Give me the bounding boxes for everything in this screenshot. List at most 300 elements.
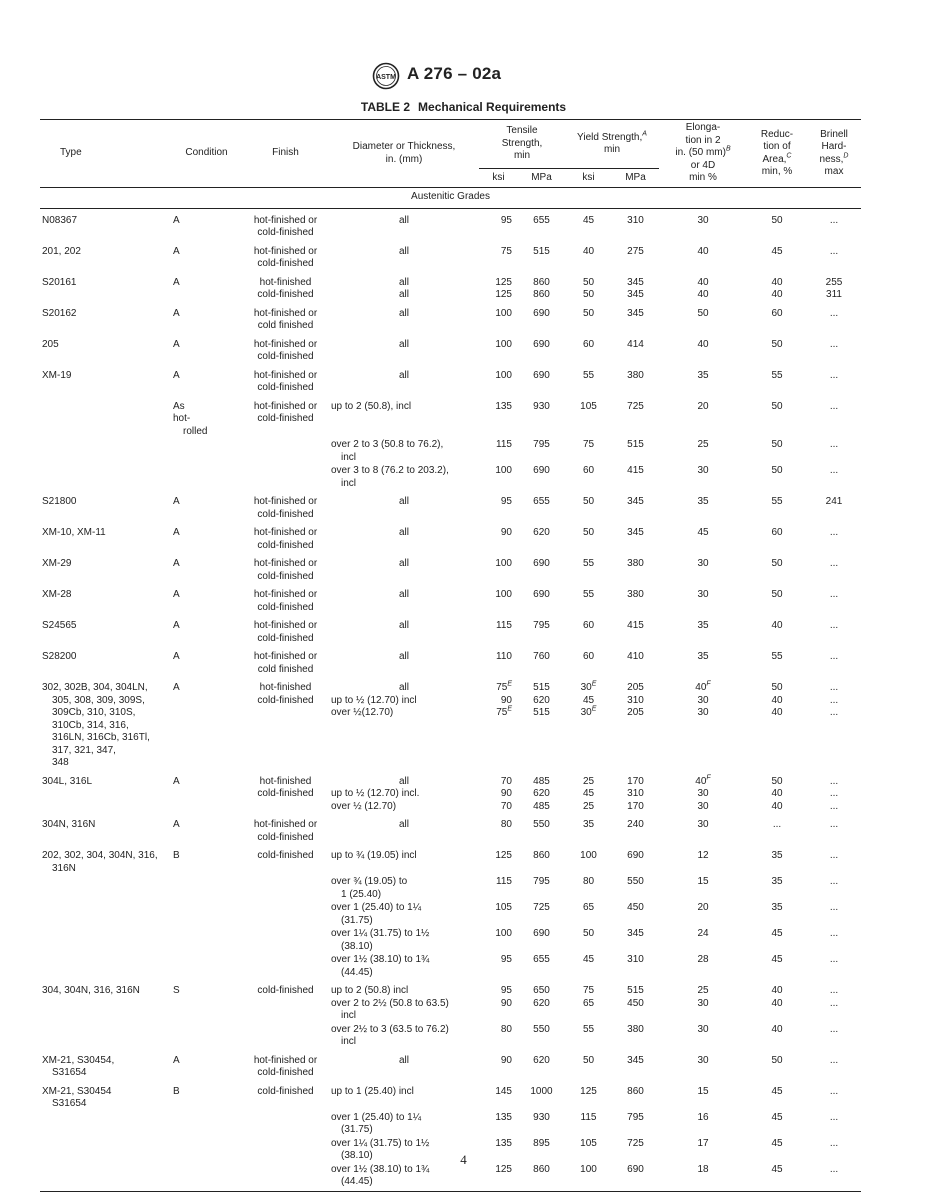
cell-brinell-value: ... [829,620,839,631]
cell-finish-line [244,308,327,321]
cell-diameter-line [331,620,477,633]
cell-tensile-mpa-value: 550 [533,1023,550,1035]
cell-reduction-line [749,1024,805,1037]
cell-reduction-value: 40 [771,707,783,718]
cell-tensile-ksi-line [481,589,512,602]
cell-yield-ksi [565,813,612,844]
cell-condition-value: A [173,307,180,319]
cell-diameter-line [331,695,477,708]
cell-yield-mpa-line [614,776,657,789]
cell-type [40,583,171,614]
cell-tensile-mpa-line [520,527,563,540]
cell-elongation-value: 40 [695,682,707,693]
cell-diameter [329,490,479,521]
col-header-condition: Condition [171,120,242,188]
cell-yield-ksi [565,875,612,901]
cell-reduction [747,333,807,364]
cell-yield-ksi [565,1080,612,1111]
cell-finish [242,583,329,614]
cell-elongation [659,979,747,1023]
cell-finish-line [244,602,327,615]
cell-tensile-ksi-value: 100 [495,589,512,600]
cell-tensile-mpa-value: 860 [533,850,550,861]
cell-elongation-value: 35 [697,369,709,381]
cell-condition-value: A [173,682,180,693]
cell-condition-value: A [173,369,180,381]
tensile-header-text: min [513,150,531,162]
cell-condition-line [173,215,240,228]
cell-yield-ksi-value: 55 [582,1023,595,1035]
cell-tensile-mpa [518,1049,565,1080]
cell-tensile-mpa-value: 690 [533,589,550,600]
cell-yield-mpa-value: 415 [627,465,644,476]
cell-elongation-value: 30 [697,214,709,226]
cell-yield-mpa-value: 515 [627,985,644,996]
cell-condition [171,521,242,552]
cell-reduction-value: 50 [771,214,783,226]
cell-condition [171,953,242,979]
cell-diameter-value: over ½ (12.70) [331,800,397,812]
cell-tensile-ksi [479,302,518,333]
cell-condition [171,302,242,333]
cell-brinell-value: ... [829,985,839,996]
cell-tensile-ksi [479,464,518,490]
cell-condition-line [173,985,240,998]
cell-type-value: 316N [52,862,76,874]
cell-yield-mpa-value: 310 [627,954,644,965]
table-row [40,271,861,302]
cell-brinell [807,552,861,583]
cell-brinell [807,395,861,439]
cell-elongation [659,552,747,583]
cell-finish-line [244,788,327,801]
cell-type-line [42,776,169,789]
cell-elongation-line [661,589,745,602]
cell-elongation-value: 30 [697,694,709,706]
cell-elongation [659,875,747,901]
cell-diameter-value: incl [341,477,357,489]
cell-finish-value: hot-finished [259,682,312,693]
cell-brinell-line [809,801,859,814]
cell-diameter-line [331,850,477,863]
table-row [40,1080,861,1111]
cell-yield-ksi-line [567,308,610,321]
cell-yield-mpa [612,1111,659,1137]
cell-yield-mpa-line [614,465,657,478]
cell-type-line [42,527,169,540]
cell-brinell-value: ... [829,1023,839,1035]
cell-yield-mpa-value: 310 [627,788,644,799]
cell-diameter [329,676,479,770]
cell-yield-mpa [612,953,659,979]
brinell-header-text: max [824,166,844,177]
cell-yield-ksi-value: 65 [582,902,595,913]
cell-yield-mpa-value: 275 [627,245,644,257]
cell-yield-ksi-line [567,1086,610,1099]
cell-diameter-value: all [398,527,409,538]
cell-tensile-mpa-value: 650 [533,985,550,996]
cell-elongation-line [661,876,745,889]
cell-tensile-mpa [518,979,565,1023]
cell-finish [242,240,329,271]
cell-elongation-line [661,1112,745,1125]
cell-yield-ksi [565,770,612,814]
cell-finish-line [244,540,327,553]
cell-reduction [747,927,807,953]
cell-elongation [659,490,747,521]
cell-diameter [329,875,479,901]
cell-tensile-mpa [518,770,565,814]
cell-tensile-mpa [518,521,565,552]
cell-elongation-line [661,954,745,967]
cell-type-line [42,339,169,352]
cell-yield-mpa-line [614,1055,657,1068]
cell-condition [171,552,242,583]
col-header-tensile-ksi: ksi [479,169,518,188]
cell-type-line [42,1067,169,1080]
cell-tensile-ksi [479,208,518,240]
cell-type-line [42,496,169,509]
cell-condition-line [173,277,240,290]
cell-diameter-line [331,876,477,889]
cell-finish [242,676,329,770]
cell-elongation-value: 28 [697,954,709,965]
cell-finish-value: hot-finished or [253,558,318,569]
cell-yield-ksi-line [567,339,610,352]
cell-finish-value: hot-finished or [253,620,318,631]
cell-brinell [807,953,861,979]
cell-type [40,240,171,271]
cell-finish-line [244,664,327,677]
cell-diameter-value: all [398,307,409,319]
cell-tensile-ksi-line [481,401,512,414]
cell-brinell-line [809,695,859,708]
brinell-header-footnote: D [843,152,849,160]
cell-yield-mpa-value: 690 [627,850,644,861]
brinell-header-line [809,166,859,179]
cell-reduction-value: 45 [771,954,783,965]
cell-elongation-line [661,695,745,708]
cell-brinell [807,438,861,464]
cell-brinell-value: ... [829,465,839,476]
cell-condition [171,844,242,875]
col-header-elongation [659,120,747,188]
cell-diameter-line [331,215,477,228]
diameter-header-text: in. (mm) [385,153,423,165]
cell-reduction-value: 50 [771,400,783,412]
cell-finish [242,927,329,953]
cell-yield-mpa-line [614,308,657,321]
table-row [40,464,861,490]
cell-yield-ksi-value: 50 [582,307,595,319]
cell-diameter-line [331,915,477,928]
cell-brinell-value: ... [829,800,839,812]
cell-diameter-line [331,452,477,465]
cell-condition-line [173,1086,240,1099]
cell-reduction [747,614,807,645]
table-row [40,1111,861,1137]
cell-finish-value: hot-finished or [253,819,318,830]
cell-yield-ksi-line [567,707,610,720]
cell-yield-ksi-value: 45 [582,214,595,226]
cell-diameter-value: up to ½ (12.70) incl [331,694,417,706]
group-heading: Austenitic Grades [40,188,861,209]
cell-diameter [329,583,479,614]
cell-elongation-line [661,776,745,789]
cell-elongation-value: 18 [697,1163,709,1175]
cell-tensile-ksi-line [481,682,512,695]
cell-condition-value: B [173,1085,180,1097]
cell-yield-ksi-value: 60 [582,338,595,350]
cell-yield-mpa-value: 345 [627,289,644,300]
cell-yield-mpa [612,490,659,521]
cell-yield-ksi-value: 30 [580,682,592,693]
cell-diameter-value: over 3 to 8 (76.2 to 203.2), [331,465,449,476]
cell-finish-value: hot-finished or [253,400,318,412]
table-caption [0,100,927,114]
cell-brinell [807,240,861,271]
cell-elongation-line [661,527,745,540]
cell-yield-mpa-line [614,439,657,452]
cell-elongation-value: 17 [697,1137,709,1149]
cell-yield-mpa-line [614,401,657,414]
mechanical-requirements-table-wrap [40,119,861,1192]
cell-tensile-ksi [479,844,518,875]
cell-tensile-mpa-value: 690 [533,465,550,476]
cell-reduction-value: 40 [771,788,783,799]
cell-diameter [329,438,479,464]
cell-type-line [42,215,169,228]
cell-condition [171,927,242,953]
cell-brinell [807,770,861,814]
cell-diameter-value: all [398,620,409,631]
cell-finish-line [244,320,327,333]
cell-diameter-value: (44.45) [341,966,373,978]
cell-reduction-line [749,707,805,720]
cell-brinell-value: ... [829,369,839,381]
cell-tensile-mpa-line [520,589,563,602]
cell-yield-ksi [565,240,612,271]
cell-finish-value: cold finished [257,320,314,331]
cell-yield-ksi [565,302,612,333]
cell-tensile-ksi-value: 100 [495,465,512,476]
cell-yield-ksi-line [567,776,610,789]
cell-finish [242,1023,329,1049]
astm-logo-icon [372,62,400,90]
cell-tensile-mpa-value: 515 [533,245,550,257]
cell-condition-line [173,413,240,426]
table-row [40,438,861,464]
cell-finish-value: hot-finished or [253,245,318,257]
cell-reduction-value: 40 [771,620,783,631]
cell-tensile-ksi-line [481,370,512,383]
cell-reduction-value: 50 [771,558,783,569]
cell-diameter [329,271,479,302]
cell-brinell-value: ... [829,307,839,319]
cell-tensile-mpa [518,271,565,302]
cell-reduction-value: 50 [771,682,783,693]
cell-reduction [747,364,807,395]
cell-yield-ksi-line [567,876,610,889]
cell-yield-ksi-line [567,589,610,602]
cell-yield-mpa-line [614,985,657,998]
cell-tensile-mpa [518,490,565,521]
tensile-header-line [481,150,563,163]
cell-tensile-mpa-line [520,651,563,664]
cell-yield-mpa [612,875,659,901]
cell-tensile-ksi-value: 115 [496,876,512,887]
cell-yield-ksi-value: 60 [582,465,595,476]
cell-finish [242,813,329,844]
cell-elongation-value: 12 [697,850,709,861]
cell-finish-line [244,339,327,352]
cell-tensile-mpa-line [520,246,563,259]
cell-brinell [807,676,861,770]
col-header-brinell [807,120,861,188]
cell-elongation-line [661,439,745,452]
cell-tensile-ksi-value: 90 [500,788,512,799]
cell-yield-ksi-line [567,1138,610,1151]
cell-tensile-ksi-value: 75 [496,707,508,718]
cell-brinell-value: ... [829,1163,839,1175]
cell-diameter [329,364,479,395]
cell-reduction-value: 50 [771,338,783,350]
cell-yield-ksi-value: 50 [582,289,595,300]
cell-brinell-line [809,682,859,695]
cell-finish-value: hot-finished [259,276,312,288]
cell-yield-ksi-line [567,370,610,383]
cell-tensile-mpa-value: 690 [533,338,550,350]
cell-tensile-ksi [479,364,518,395]
cell-diameter-value: all [398,589,409,600]
cell-reduction-line [749,1138,805,1151]
brinell-header-line [809,129,859,142]
cell-brinell-value: ... [829,558,839,569]
cell-elongation [659,464,747,490]
cell-finish [242,490,329,521]
cell-yield-ksi-value: 50 [582,276,595,288]
brinell-header-text: Brinell [820,128,848,140]
cell-type [40,1049,171,1080]
cell-tensile-mpa-value: 795 [533,620,550,631]
cell-tensile-ksi-line [481,246,512,259]
cell-finish [242,271,329,302]
cell-diameter-line [331,954,477,967]
cell-brinell-line [809,1086,859,1099]
cell-elongation [659,813,747,844]
cell-tensile-mpa [518,333,565,364]
cell-finish-line [244,1086,327,1099]
cell-brinell-value: ... [829,245,839,257]
footnote-mark: E [507,680,512,688]
cell-elongation-value: 15 [697,876,709,887]
cell-diameter [329,552,479,583]
cell-type [40,208,171,240]
cell-finish-line [244,571,327,584]
cell-tensile-ksi [479,901,518,927]
cell-elongation-line [661,902,745,915]
cell-yield-mpa-line [614,1086,657,1099]
cell-condition-line [173,246,240,259]
cell-type [40,464,171,490]
cell-tensile-mpa-value: 760 [533,651,550,662]
cell-elongation-line [661,289,745,302]
cell-yield-mpa-line [614,1024,657,1037]
cell-yield-ksi-line [567,277,610,290]
cell-elongation-value: 35 [697,620,709,631]
cell-finish-line [244,589,327,602]
cell-tensile-ksi-line [481,902,512,915]
elongation-header-line [661,135,745,148]
cell-elongation-line [661,788,745,801]
cell-type [40,1111,171,1137]
cell-yield-ksi-value: 100 [580,1163,597,1175]
cell-diameter-line [331,651,477,664]
cell-yield-mpa-value: 415 [627,620,644,631]
cell-tensile-mpa-value: 550 [533,819,550,830]
cell-tensile-ksi-value: 90 [500,1054,512,1066]
cell-finish [242,1080,329,1111]
brinell-header-text: Hard- [821,141,847,152]
cell-tensile-ksi [479,953,518,979]
cell-brinell-line [809,289,859,302]
cell-type-line [42,707,169,720]
cell-diameter-value: all [398,338,409,350]
cell-type [40,901,171,927]
cell-elongation-line [661,1138,745,1151]
cell-diameter-value: incl [341,1036,357,1047]
cell-tensile-mpa-value: 620 [533,694,550,706]
cell-condition-value: A [173,1054,180,1066]
cell-yield-mpa-line [614,707,657,720]
cell-diameter-value: over 1¼ (31.75) to 1½ [331,1137,430,1149]
cell-condition [171,979,242,1023]
cell-tensile-mpa-line [520,496,563,509]
cell-elongation-value: 40 [697,276,709,288]
cell-condition-value: B [173,850,180,861]
cell-diameter [329,901,479,927]
reduction-header-line [749,154,805,167]
cell-reduction-line [749,788,805,801]
cell-tensile-mpa-value: 895 [533,1137,550,1149]
cell-tensile-mpa-line [520,876,563,889]
cell-brinell-line [809,308,859,321]
table-row [40,552,861,583]
cell-reduction [747,302,807,333]
cell-reduction-value: 35 [771,850,783,861]
cell-type [40,302,171,333]
cell-yield-mpa [612,614,659,645]
cell-tensile-ksi [479,1049,518,1080]
cell-brinell-line [809,850,859,863]
cell-tensile-ksi [479,813,518,844]
cell-yield-ksi [565,271,612,302]
cell-elongation-value: 30 [697,800,709,812]
cell-elongation [659,645,747,676]
cell-reduction-value: 45 [771,1085,783,1097]
cell-tensile-mpa-line [520,776,563,789]
table-caption-title: Mechanical Requirements [418,100,567,114]
cell-diameter-value: (38.10) [341,1150,373,1161]
cell-finish-line [244,819,327,832]
cell-finish [242,521,329,552]
cell-diameter-value: over 1 (25.40) to 1¼ [331,902,422,913]
cell-condition-value: A [173,496,180,507]
cell-reduction-line [749,620,805,633]
cell-finish-value: cold finished [257,663,314,675]
cell-elongation-value: 20 [697,400,709,412]
cell-type-line [42,1055,169,1068]
